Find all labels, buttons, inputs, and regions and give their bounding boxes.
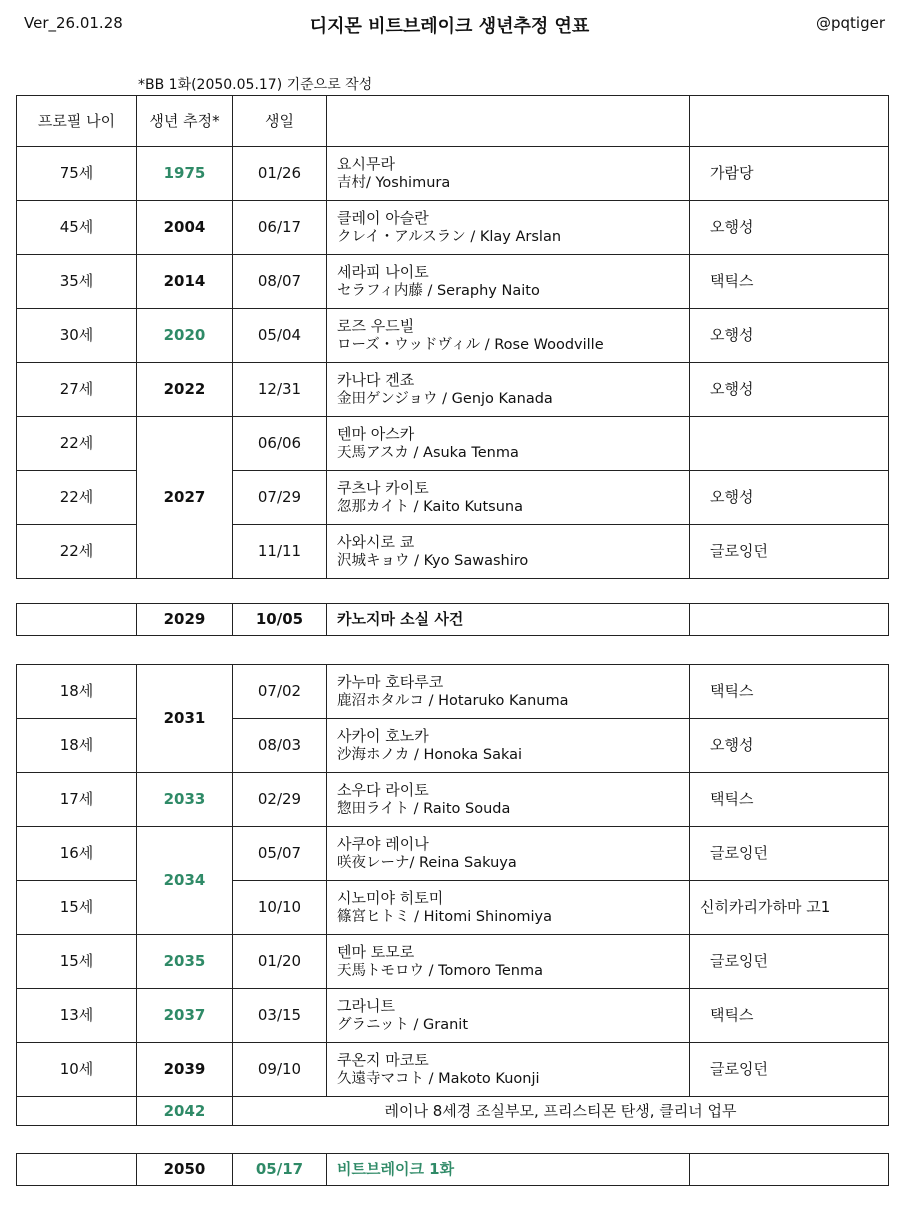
name-korean: 사쿠야 레이나: [337, 835, 429, 854]
affiliation-cell: 오행성: [690, 363, 889, 417]
page-title: 디지몬 비트브레이크 생년추정 연표: [309, 16, 590, 37]
name-korean: 세라피 나이토: [337, 263, 429, 282]
name-cell: [327, 309, 690, 363]
event-table-2: [16, 1153, 889, 1186]
year-cell: 2035: [137, 935, 233, 989]
name-alt: セラフィ内藤 / Seraphy Naito: [337, 282, 540, 299]
age-cell: 10세: [17, 1043, 137, 1097]
year-cell: 2031: [137, 665, 233, 773]
year-cell: 2039: [137, 1043, 233, 1097]
age-cell: 22세: [17, 417, 137, 471]
name-cell: [327, 665, 690, 719]
name-korean: 시노미야 히토미: [337, 889, 444, 908]
affiliation-cell: 오행성: [690, 309, 889, 363]
event-date: 05/17: [233, 1154, 327, 1186]
table-row: [17, 665, 889, 719]
empty-cell: [690, 604, 889, 636]
name-alt: クレイ・アルスラン / Klay Arslan: [337, 228, 562, 245]
year-cell: 2033: [137, 773, 233, 827]
affiliation-cell: 글로잉던: [690, 1043, 889, 1097]
age-cell: 22세: [17, 525, 137, 579]
event-label: 카노지마 소실 사건: [327, 604, 690, 636]
name-cell: [327, 255, 690, 309]
name-cell: [327, 471, 690, 525]
name-alt: 沙海ホノカ / Honoka Sakai: [337, 746, 523, 763]
empty-cell: [690, 1154, 889, 1186]
birthday-cell: 07/02: [233, 665, 327, 719]
name-cell: [327, 1043, 690, 1097]
birthday-cell: 11/11: [233, 525, 327, 579]
name-korean: 텐마 아스카: [337, 425, 415, 444]
table-row: [17, 1043, 889, 1097]
name-alt: グラニット / Granit: [337, 1016, 469, 1033]
name-korean: 소우다 라이토: [337, 781, 429, 800]
name-cell: [327, 147, 690, 201]
affiliation-cell: 택틱스: [690, 665, 889, 719]
name-korean: 텐마 토모로: [337, 943, 415, 962]
age-cell: 16세: [17, 827, 137, 881]
year-cell: 2027: [137, 417, 233, 579]
name-korean: 카누마 호타루코: [337, 673, 444, 692]
name-cell: [327, 201, 690, 255]
birthday-cell: 01/20: [233, 935, 327, 989]
affiliation-cell: 가람당: [690, 147, 889, 201]
age-cell: 18세: [17, 665, 137, 719]
birthday-cell: 12/31: [233, 363, 327, 417]
table-row: [17, 147, 889, 201]
affiliation-cell: 오행성: [690, 471, 889, 525]
name-alt: 久遠寺マコト / Makoto Kuonji: [337, 1070, 540, 1087]
year-cell: 2004: [137, 201, 233, 255]
affiliation-cell: 글로잉던: [690, 935, 889, 989]
name-cell: [327, 525, 690, 579]
name-alt: 咲夜レーナ/ Reina Sakuya: [337, 854, 517, 871]
affiliation-cell: 오행성: [690, 201, 889, 255]
table-row: [17, 201, 889, 255]
table-row: [17, 935, 889, 989]
birthday-cell: 03/15: [233, 989, 327, 1043]
affiliation-cell: 택틱스: [690, 773, 889, 827]
birthday-cell: 01/26: [233, 147, 327, 201]
event-row: [17, 1154, 889, 1186]
name-korean: 그라니트: [337, 997, 395, 1016]
timeline-table-2: [16, 664, 889, 1126]
name-korean: 쿠츠나 카이토: [337, 479, 429, 498]
col-name-header: [327, 96, 690, 147]
name-cell: [327, 719, 690, 773]
name-cell: [327, 363, 690, 417]
age-cell: 15세: [17, 935, 137, 989]
event-row: [17, 604, 889, 636]
birthday-cell: 08/07: [233, 255, 327, 309]
birthday-cell: 08/03: [233, 719, 327, 773]
name-alt: 天馬アスカ / Asuka Tenma: [337, 444, 519, 461]
name-alt: 鹿沼ホタルコ / Hotaruko Kanuma: [337, 692, 569, 709]
age-cell: 30세: [17, 309, 137, 363]
age-cell: 35세: [17, 255, 137, 309]
name-alt: 忽那カイト / Kaito Kutsuna: [337, 498, 523, 515]
header-row: [17, 96, 889, 147]
timeline-table-1: [16, 95, 889, 579]
note-row: [17, 1097, 889, 1126]
event-date: 10/05: [233, 604, 327, 636]
name-alt: 惣田ライト / Raito Souda: [337, 800, 511, 817]
affiliation-cell: 택틱스: [690, 255, 889, 309]
name-korean: 카나다 겐죠: [337, 371, 415, 390]
name-alt: 沢城キョウ / Kyo Sawashiro: [337, 552, 529, 569]
name-cell: [327, 989, 690, 1043]
birthday-cell: 02/29: [233, 773, 327, 827]
version-label: Ver_26.01.28: [24, 14, 123, 32]
name-alt: 吉村/ Yoshimura: [337, 174, 451, 191]
note-year: 2042: [137, 1097, 233, 1126]
birthday-cell: 05/04: [233, 309, 327, 363]
affiliation-cell: 신히카리가하마 고1: [690, 881, 889, 935]
affiliation-cell: 글로잉던: [690, 525, 889, 579]
event-table-1: [16, 603, 889, 636]
age-cell: 45세: [17, 201, 137, 255]
table-row: [17, 255, 889, 309]
age-cell: 17세: [17, 773, 137, 827]
birthday-cell: 06/06: [233, 417, 327, 471]
empty-cell: [17, 1154, 137, 1186]
basis-note: *BB 1화(2050.05.17) 기준으로 작성: [138, 77, 373, 93]
name-korean: 클레이 아슬란: [337, 209, 429, 228]
age-cell: 18세: [17, 719, 137, 773]
year-cell: 2014: [137, 255, 233, 309]
affiliation-cell: 글로잉던: [690, 827, 889, 881]
name-alt: ローズ・ウッドヴィル / Rose Woodville: [337, 336, 604, 353]
name-alt: 篠宮ヒトミ / Hitomi Shinomiya: [337, 908, 552, 925]
event-label: 비트브레이크 1화: [327, 1154, 690, 1186]
year-cell: 1975: [137, 147, 233, 201]
name-cell: [327, 881, 690, 935]
birthday-cell: 05/07: [233, 827, 327, 881]
empty-cell: [17, 604, 137, 636]
table-row: [17, 363, 889, 417]
age-cell: 27세: [17, 363, 137, 417]
table-row: [17, 417, 889, 471]
col-age-header: 프로필 나이: [17, 96, 137, 147]
affiliation-cell: 오행성: [690, 719, 889, 773]
name-korean: 요시무라: [337, 155, 395, 174]
name-cell: [327, 827, 690, 881]
col-affiliation-header: [690, 96, 889, 147]
name-korean: 로즈 우드빌: [337, 317, 415, 336]
name-korean: 쿠온지 마코토: [337, 1051, 429, 1070]
affiliation-cell: 택틱스: [690, 989, 889, 1043]
event-year: 2029: [137, 604, 233, 636]
event-year: 2050: [137, 1154, 233, 1186]
year-cell: 2034: [137, 827, 233, 935]
age-cell: 22세: [17, 471, 137, 525]
year-cell: 2020: [137, 309, 233, 363]
age-cell: 75세: [17, 147, 137, 201]
table-row: [17, 827, 889, 881]
year-cell: 2037: [137, 989, 233, 1043]
table-row: [17, 989, 889, 1043]
birthday-cell: 07/29: [233, 471, 327, 525]
table-row: [17, 309, 889, 363]
age-cell: 13세: [17, 989, 137, 1043]
col-birthday-header: 생일: [233, 96, 327, 147]
name-cell: [327, 417, 690, 471]
name-cell: [327, 935, 690, 989]
name-cell: [327, 773, 690, 827]
birthday-cell: 06/17: [233, 201, 327, 255]
name-korean: 사와시로 쿄: [337, 533, 415, 552]
year-cell: 2022: [137, 363, 233, 417]
col-birthyear-header: 생년 추정*: [137, 96, 233, 147]
name-korean: 사카이 호노카: [337, 727, 429, 746]
note-text: 레이나 8세경 조실부모, 프리스티몬 탄생, 클리너 업무: [233, 1097, 889, 1126]
birthday-cell: 09/10: [233, 1043, 327, 1097]
name-alt: 金田ゲンジョウ / Genjo Kanada: [337, 390, 553, 407]
age-cell: 15세: [17, 881, 137, 935]
empty-cell: [17, 1097, 137, 1126]
author-handle: @pqtiger: [815, 14, 885, 32]
birthday-cell: 10/10: [233, 881, 327, 935]
name-alt: 天馬トモロウ / Tomoro Tenma: [337, 962, 544, 979]
affiliation-cell: [690, 417, 889, 471]
table-row: [17, 773, 889, 827]
